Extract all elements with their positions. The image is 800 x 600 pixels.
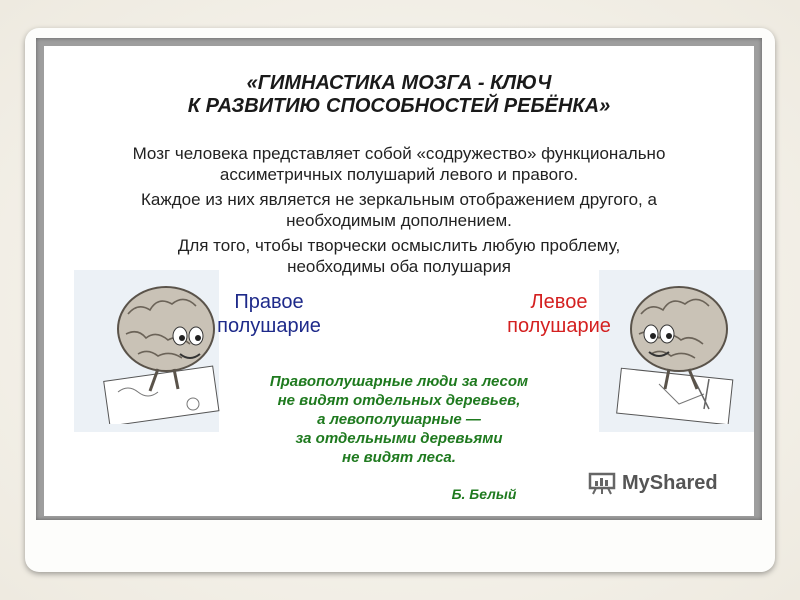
slide	[44, 46, 754, 516]
body-line: Каждое из них является не зеркальным отображением другого, а	[141, 190, 657, 209]
title-line-1: «ГИМНАСТИКА МОЗГА - КЛЮЧ	[246, 72, 552, 94]
body-line: ассиметричных полушарий левого и правого.	[219, 165, 579, 184]
right-hemisphere-label-line1: Правое	[234, 291, 304, 313]
quote-line: за отдельными деревьями	[295, 430, 503, 447]
body-line: необходимым дополнением.	[286, 211, 512, 230]
title-line-2: К РАЗВИТИЮ СПОСОБНОСТЕЙ РЕБЁНКА»	[187, 95, 611, 117]
quote-line: не видят леса.	[342, 449, 456, 466]
left-hemisphere-label	[484, 290, 634, 338]
myshared-logo-text: MyShared	[622, 471, 718, 494]
quote-block	[219, 372, 579, 467]
myshared-logo[interactable]	[588, 470, 718, 496]
body-line: необходимы оба полушария	[287, 257, 511, 276]
right-hemisphere-label-line2: полушарие	[217, 315, 321, 337]
slide-title	[44, 72, 754, 118]
body-line: Мозг человека представляет собой «содружество» функционально	[132, 144, 666, 163]
presentation-board-icon	[588, 471, 618, 495]
quote-line: Правополушарные люди за лесом	[269, 373, 529, 390]
right-hemisphere-label	[194, 290, 344, 338]
quote-line: а левополушарные —	[317, 411, 481, 428]
left-hemisphere-label-line2: полушарие	[507, 315, 611, 337]
quote-line: не видят отдельных деревьев,	[277, 392, 521, 409]
body-line: Для того, чтобы творчески осмыслить любую проблему,	[177, 236, 621, 255]
quote-author: Б. Белый	[451, 486, 517, 502]
left-hemisphere-label-line1: Левое	[530, 291, 588, 313]
slide-body	[64, 143, 734, 277]
